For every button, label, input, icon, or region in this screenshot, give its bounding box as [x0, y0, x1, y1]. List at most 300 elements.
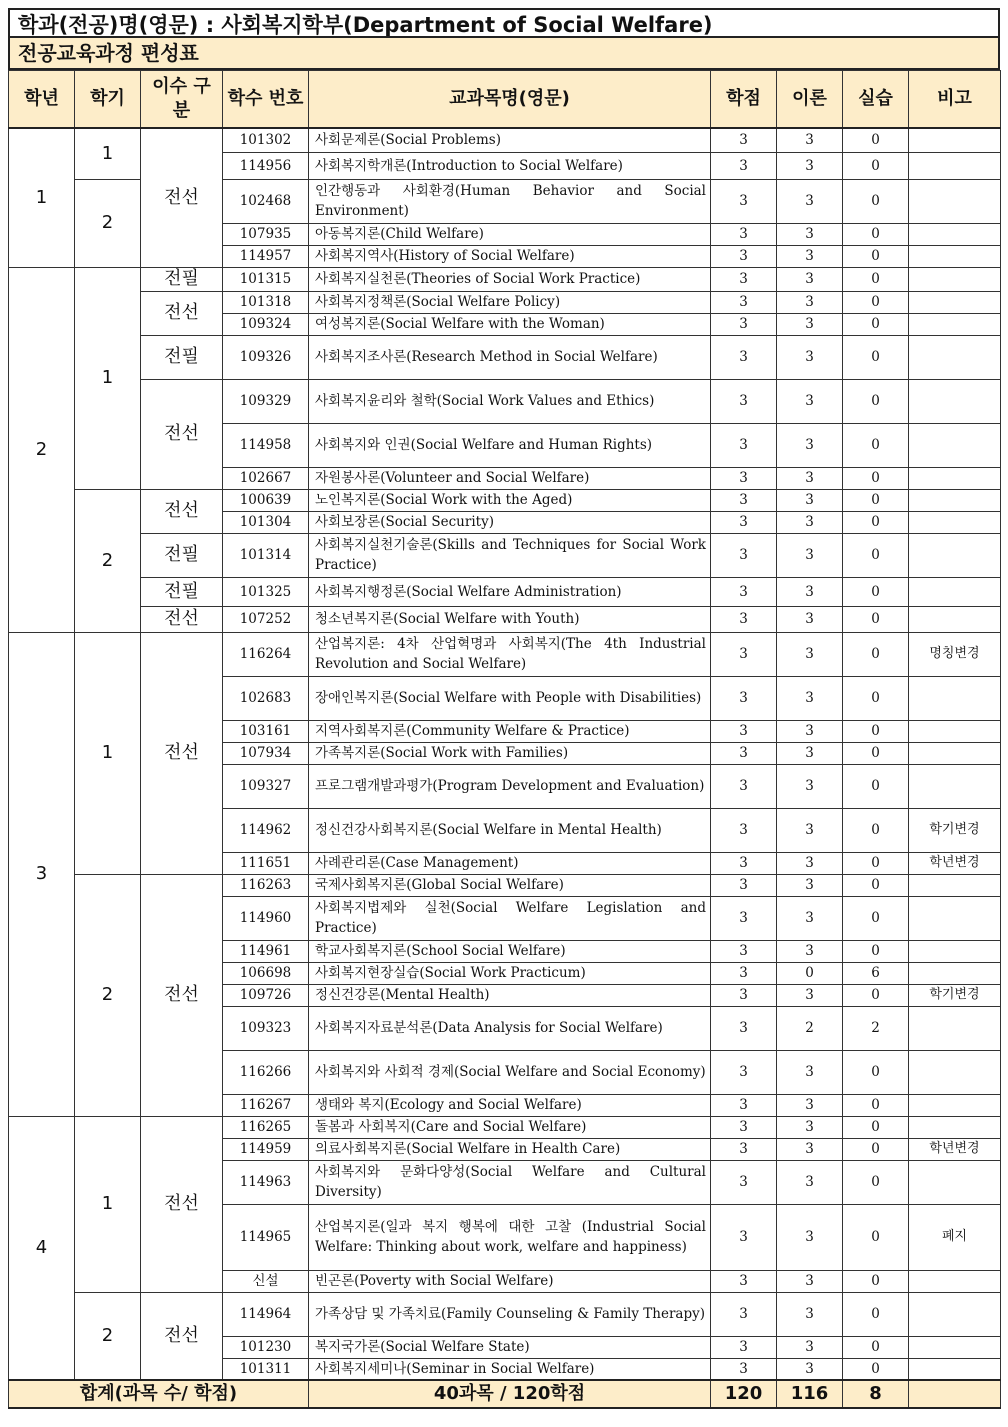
course-practice: 0: [843, 1116, 909, 1138]
year-cell: 1: [9, 128, 75, 267]
table-row: [9, 267, 1001, 291]
course-type-cell: 전필: [141, 267, 223, 291]
course-name: 가족복지론(Social Work with Families): [309, 742, 711, 764]
course-practice: 0: [843, 720, 909, 742]
course-credit: 3: [711, 1094, 777, 1116]
course-name: 사회복지윤리와 철학(Social Work Values and Ethics): [309, 379, 711, 423]
course-type-cell: 전필: [141, 533, 223, 577]
course-credit: 3: [711, 179, 777, 223]
course-credit: 3: [711, 764, 777, 808]
total-row: [9, 1380, 1001, 1408]
course-theory: 3: [777, 467, 843, 489]
course-code: 107935: [223, 223, 309, 245]
course-theory: 3: [777, 1358, 843, 1380]
table-row: [9, 489, 1001, 511]
course-theory: 3: [777, 1116, 843, 1138]
course-code: 114956: [223, 152, 309, 179]
course-type-cell: 전선: [141, 128, 223, 267]
course-code: 116263: [223, 874, 309, 896]
course-name: 사례관리론(Case Management): [309, 852, 711, 874]
course-code: 109324: [223, 313, 309, 335]
course-credit: 3: [711, 1116, 777, 1138]
course-code: 100639: [223, 489, 309, 511]
course-theory: 3: [777, 1160, 843, 1204]
course-credit: 3: [711, 511, 777, 533]
total-practice: 8: [843, 1380, 909, 1408]
document-title: 학과(전공)명(영문) : 사회복지학부(Department of Social Welfare): [8, 8, 1000, 38]
course-credit: 3: [711, 577, 777, 606]
course-theory: 3: [777, 896, 843, 940]
course-name: 사회복지실천기술론(Skills and Techniques for Social Work Practice): [309, 533, 711, 577]
course-code: 101311: [223, 1358, 309, 1380]
course-name: 생태와 복지(Ecology and Social Welfare): [309, 1094, 711, 1116]
year-cell: 3: [9, 632, 75, 1116]
course-note: [909, 896, 1001, 940]
course-credit: 3: [711, 1292, 777, 1336]
course-name: 학교사회복지론(School Social Welfare): [309, 940, 711, 962]
course-credit: 3: [711, 852, 777, 874]
total-note: [909, 1380, 1001, 1408]
course-name: 사회복지학개론(Introduction to Social Welfare): [309, 152, 711, 179]
course-code: 116267: [223, 1094, 309, 1116]
course-theory: 3: [777, 577, 843, 606]
course-theory: 3: [777, 533, 843, 577]
course-name: 사회복지현장실습(Social Work Practicum): [309, 962, 711, 984]
course-credit: 3: [711, 1336, 777, 1358]
course-theory: 3: [777, 1292, 843, 1336]
course-note: [909, 423, 1001, 467]
course-code: 114963: [223, 1160, 309, 1204]
course-practice: 0: [843, 267, 909, 291]
col-code: 학수 번호: [223, 71, 309, 129]
course-theory: 3: [777, 313, 843, 335]
table-row: [9, 335, 1001, 379]
course-theory: 3: [777, 764, 843, 808]
course-code: 114958: [223, 423, 309, 467]
course-code: 109327: [223, 764, 309, 808]
course-practice: 0: [843, 291, 909, 313]
course-code: 114957: [223, 245, 309, 267]
course-credit: 3: [711, 962, 777, 984]
course-practice: 0: [843, 179, 909, 223]
course-practice: 0: [843, 1292, 909, 1336]
course-note: [909, 533, 1001, 577]
table-row: [9, 379, 1001, 423]
course-theory: 3: [777, 1094, 843, 1116]
course-code: 114961: [223, 940, 309, 962]
col-practice: 실습: [843, 71, 909, 129]
course-theory: 3: [777, 742, 843, 764]
course-practice: 0: [843, 742, 909, 764]
course-note: 학년변경: [909, 1138, 1001, 1160]
course-credit: 3: [711, 632, 777, 676]
course-credit: 3: [711, 1204, 777, 1270]
col-note: 비고: [909, 71, 1001, 129]
course-note: [909, 1336, 1001, 1358]
course-practice: 0: [843, 852, 909, 874]
course-note: [909, 489, 1001, 511]
course-name: 지역사회복지론(Community Welfare & Practice): [309, 720, 711, 742]
course-practice: 0: [843, 379, 909, 423]
course-name: 사회복지실천론(Theories of Social Work Practice): [309, 267, 711, 291]
semester-cell: 1: [75, 128, 141, 179]
col-course-name: 교과목명(영문): [309, 71, 711, 129]
course-name: 사회복지법제와 실천(Social Welfare Legislation and Practice): [309, 896, 711, 940]
course-type-cell: 전선: [141, 379, 223, 489]
course-type-cell: 전선: [141, 606, 223, 632]
course-theory: 3: [777, 267, 843, 291]
course-practice: 0: [843, 533, 909, 577]
course-note: [909, 267, 1001, 291]
course-code: 신설: [223, 1270, 309, 1292]
table-row: [9, 577, 1001, 606]
col-theory: 이론: [777, 71, 843, 129]
table-row: [9, 606, 1001, 632]
course-practice: 0: [843, 632, 909, 676]
course-theory: 3: [777, 379, 843, 423]
course-note: [909, 511, 1001, 533]
course-note: [909, 1292, 1001, 1336]
course-practice: 0: [843, 467, 909, 489]
course-theory: 3: [777, 152, 843, 179]
course-theory: 3: [777, 223, 843, 245]
course-practice: 0: [843, 245, 909, 267]
course-credit: 3: [711, 1160, 777, 1204]
course-practice: 0: [843, 1204, 909, 1270]
course-credit: 3: [711, 379, 777, 423]
course-note: [909, 379, 1001, 423]
course-name: 청소년복지론(Social Welfare with Youth): [309, 606, 711, 632]
course-theory: 3: [777, 808, 843, 852]
course-code: 114965: [223, 1204, 309, 1270]
course-practice: 0: [843, 335, 909, 379]
course-credit: 3: [711, 676, 777, 720]
course-note: [909, 1094, 1001, 1116]
course-theory: 3: [777, 489, 843, 511]
course-note: [909, 577, 1001, 606]
course-theory: 3: [777, 335, 843, 379]
course-practice: 0: [843, 1336, 909, 1358]
course-credit: 3: [711, 128, 777, 152]
course-code: 116265: [223, 1116, 309, 1138]
semester-cell: 2: [75, 179, 141, 267]
course-name: 빈곤론(Poverty with Social Welfare): [309, 1270, 711, 1292]
course-name: 산업복지론: 4차 산업혁명과 사회복지(The 4th Industrial Revolution and Social Welfare): [309, 632, 711, 676]
course-name: 사회보장론(Social Security): [309, 511, 711, 533]
course-practice: 0: [843, 423, 909, 467]
course-practice: 0: [843, 940, 909, 962]
course-name: 산업복지론(일과 복지 행복에 대한 고찰 (Industrial Social Welfare: Thinking about work, welfare and happiness): [309, 1204, 711, 1270]
course-credit: 3: [711, 896, 777, 940]
course-name: 자원봉사론(Volunteer and Social Welfare): [309, 467, 711, 489]
course-note: [909, 1270, 1001, 1292]
course-credit: 3: [711, 223, 777, 245]
course-code: 102468: [223, 179, 309, 223]
course-note: [909, 1160, 1001, 1204]
course-type-cell: 전선: [141, 1116, 223, 1292]
course-practice: 0: [843, 1358, 909, 1380]
table-row: [9, 291, 1001, 313]
course-credit: 3: [711, 423, 777, 467]
course-note: [909, 152, 1001, 179]
course-credit: 3: [711, 720, 777, 742]
course-note: 학기변경: [909, 984, 1001, 1006]
table-subtitle: 전공교육과정 편성표: [8, 38, 1000, 70]
course-credit: 3: [711, 245, 777, 267]
course-note: [909, 742, 1001, 764]
course-code: 106698: [223, 962, 309, 984]
course-theory: 3: [777, 720, 843, 742]
course-code: 109329: [223, 379, 309, 423]
course-credit: 3: [711, 1006, 777, 1050]
course-practice: 0: [843, 874, 909, 896]
course-code: 107934: [223, 742, 309, 764]
course-name: 인간행동과 사회환경(Human Behavior and Social Environment): [309, 179, 711, 223]
course-name: 가족상담 및 가족치료(Family Counseling & Family Therapy): [309, 1292, 711, 1336]
course-name: 노인복지론(Social Work with the Aged): [309, 489, 711, 511]
course-credit: 3: [711, 1138, 777, 1160]
course-theory: 3: [777, 179, 843, 223]
curriculum-table: [8, 70, 1001, 1409]
course-credit: 3: [711, 467, 777, 489]
course-note: [909, 764, 1001, 808]
course-code: 101318: [223, 291, 309, 313]
course-note: [909, 606, 1001, 632]
total-label: 합계(과목 수/ 학점): [9, 1380, 309, 1408]
course-practice: 0: [843, 128, 909, 152]
course-code: 101304: [223, 511, 309, 533]
course-code: 114959: [223, 1138, 309, 1160]
course-practice: 2: [843, 1006, 909, 1050]
table-row: [9, 533, 1001, 577]
course-theory: 3: [777, 676, 843, 720]
course-theory: 3: [777, 291, 843, 313]
course-code: 114960: [223, 896, 309, 940]
course-credit: 3: [711, 313, 777, 335]
course-practice: 0: [843, 984, 909, 1006]
course-theory: 3: [777, 940, 843, 962]
course-name: 사회복지역사(History of Social Welfare): [309, 245, 711, 267]
course-note: 학기변경: [909, 808, 1001, 852]
course-note: [909, 291, 1001, 313]
course-name: 돌봄과 사회복지(Care and Social Welfare): [309, 1116, 711, 1138]
col-credit: 학점: [711, 71, 777, 129]
course-code: 109726: [223, 984, 309, 1006]
course-name: 아동복지론(Child Welfare): [309, 223, 711, 245]
course-type-cell: 전필: [141, 335, 223, 379]
course-note: [909, 676, 1001, 720]
course-code: 109326: [223, 335, 309, 379]
course-type-cell: 전필: [141, 577, 223, 606]
course-type-cell: 전선: [141, 489, 223, 533]
course-practice: 0: [843, 577, 909, 606]
course-theory: 3: [777, 1138, 843, 1160]
course-theory: 3: [777, 632, 843, 676]
course-name: 사회복지정책론(Social Welfare Policy): [309, 291, 711, 313]
course-name: 정신건강론(Mental Health): [309, 984, 711, 1006]
curriculum-document: [8, 8, 1000, 1409]
course-theory: 3: [777, 984, 843, 1006]
total-theory: 116: [777, 1380, 843, 1408]
course-credit: 3: [711, 291, 777, 313]
course-code: 111651: [223, 852, 309, 874]
course-name: 사회복지조사론(Research Method in Social Welfare): [309, 335, 711, 379]
table-body: [9, 128, 1001, 1380]
course-code: 101302: [223, 128, 309, 152]
course-name: 사회복지세미나(Seminar in Social Welfare): [309, 1358, 711, 1380]
course-note: [909, 467, 1001, 489]
course-credit: 3: [711, 984, 777, 1006]
course-code: 101230: [223, 1336, 309, 1358]
header-row: [9, 71, 1001, 129]
course-practice: 0: [843, 606, 909, 632]
course-practice: 0: [843, 764, 909, 808]
course-credit: 3: [711, 533, 777, 577]
total-summary: 40과목 / 120학점: [309, 1380, 711, 1408]
table-row: [9, 128, 1001, 152]
course-note: [909, 223, 1001, 245]
course-name: 복지국가론(Social Welfare State): [309, 1336, 711, 1358]
semester-cell: 1: [75, 632, 141, 874]
course-note: 명칭변경: [909, 632, 1001, 676]
course-practice: 0: [843, 808, 909, 852]
course-credit: 3: [711, 940, 777, 962]
course-name: 의료사회복지론(Social Welfare in Health Care): [309, 1138, 711, 1160]
course-code: 101314: [223, 533, 309, 577]
year-cell: 4: [9, 1116, 75, 1380]
course-theory: 3: [777, 423, 843, 467]
course-credit: 3: [711, 335, 777, 379]
course-credit: 3: [711, 874, 777, 896]
semester-cell: 1: [75, 1116, 141, 1292]
course-note: [909, 313, 1001, 335]
course-note: 폐지: [909, 1204, 1001, 1270]
course-practice: 0: [843, 896, 909, 940]
course-credit: 3: [711, 1050, 777, 1094]
course-name: 정신건강사회복지론(Social Welfare in Mental Health): [309, 808, 711, 852]
course-theory: 3: [777, 1336, 843, 1358]
course-name: 사회복지와 문화다양성(Social Welfare and Cultural Diversity): [309, 1160, 711, 1204]
course-type-cell: 전선: [141, 1292, 223, 1380]
course-practice: 0: [843, 489, 909, 511]
course-credit: 3: [711, 606, 777, 632]
course-code: 102683: [223, 676, 309, 720]
course-theory: 3: [777, 1270, 843, 1292]
course-name: 장애인복지론(Social Welfare with People with Disabilities): [309, 676, 711, 720]
course-note: [909, 1116, 1001, 1138]
semester-cell: 2: [75, 489, 141, 632]
semester-cell: 2: [75, 874, 141, 1116]
course-practice: 0: [843, 313, 909, 335]
course-credit: 3: [711, 267, 777, 291]
course-practice: 0: [843, 676, 909, 720]
course-name: 여성복지론(Social Welfare with the Woman): [309, 313, 711, 335]
course-theory: 0: [777, 962, 843, 984]
course-theory: 2: [777, 1006, 843, 1050]
course-note: [909, 1358, 1001, 1380]
course-theory: 3: [777, 606, 843, 632]
table-row: [9, 874, 1001, 896]
course-theory: 3: [777, 874, 843, 896]
course-note: [909, 874, 1001, 896]
course-note: [909, 128, 1001, 152]
course-code: 114964: [223, 1292, 309, 1336]
col-type: 이수 구분: [141, 71, 223, 129]
course-code: 116266: [223, 1050, 309, 1094]
course-name: 사회복지행정론(Social Welfare Administration): [309, 577, 711, 606]
course-name: 프로그램개발과평가(Program Development and Evaluation): [309, 764, 711, 808]
table-row: [9, 1292, 1001, 1336]
course-code: 101325: [223, 577, 309, 606]
course-note: [909, 245, 1001, 267]
course-practice: 6: [843, 962, 909, 984]
year-cell: 2: [9, 267, 75, 632]
course-name: 사회복지자료분석론(Data Analysis for Social Welfare): [309, 1006, 711, 1050]
course-theory: 3: [777, 128, 843, 152]
table-row: [9, 632, 1001, 676]
semester-cell: 2: [75, 1292, 141, 1380]
col-year: 학년: [9, 71, 75, 129]
course-note: [909, 179, 1001, 223]
course-type-cell: 전선: [141, 632, 223, 874]
course-theory: 3: [777, 511, 843, 533]
course-practice: 0: [843, 1270, 909, 1292]
table-row: [9, 1116, 1001, 1138]
course-practice: 0: [843, 511, 909, 533]
course-name: 사회복지와 사회적 경제(Social Welfare and Social Economy): [309, 1050, 711, 1094]
course-note: [909, 940, 1001, 962]
course-practice: 0: [843, 1160, 909, 1204]
course-note: [909, 720, 1001, 742]
course-theory: 3: [777, 1050, 843, 1094]
course-code: 107252: [223, 606, 309, 632]
course-code: 101315: [223, 267, 309, 291]
semester-cell: 1: [75, 267, 141, 489]
course-type-cell: 전선: [141, 874, 223, 1116]
course-code: 114962: [223, 808, 309, 852]
total-credit: 120: [711, 1380, 777, 1408]
course-practice: 0: [843, 223, 909, 245]
course-note: [909, 335, 1001, 379]
course-credit: 3: [711, 1270, 777, 1292]
course-credit: 3: [711, 808, 777, 852]
course-credit: 3: [711, 489, 777, 511]
course-credit: 3: [711, 1358, 777, 1380]
course-theory: 3: [777, 852, 843, 874]
course-code: 109323: [223, 1006, 309, 1050]
course-practice: 0: [843, 1050, 909, 1094]
course-code: 102667: [223, 467, 309, 489]
course-type-cell: 전선: [141, 291, 223, 335]
course-name: 사회문제론(Social Problems): [309, 128, 711, 152]
course-note: [909, 962, 1001, 984]
course-theory: 3: [777, 245, 843, 267]
course-note: [909, 1050, 1001, 1094]
col-semester: 학기: [75, 71, 141, 129]
course-credit: 3: [711, 152, 777, 179]
course-practice: 0: [843, 1138, 909, 1160]
course-name: 사회복지와 인권(Social Welfare and Human Rights): [309, 423, 711, 467]
course-credit: 3: [711, 742, 777, 764]
course-code: 116264: [223, 632, 309, 676]
course-note: 학년변경: [909, 852, 1001, 874]
course-practice: 0: [843, 1094, 909, 1116]
course-name: 국제사회복지론(Global Social Welfare): [309, 874, 711, 896]
course-note: [909, 1006, 1001, 1050]
course-theory: 3: [777, 1204, 843, 1270]
course-code: 103161: [223, 720, 309, 742]
course-practice: 0: [843, 152, 909, 179]
